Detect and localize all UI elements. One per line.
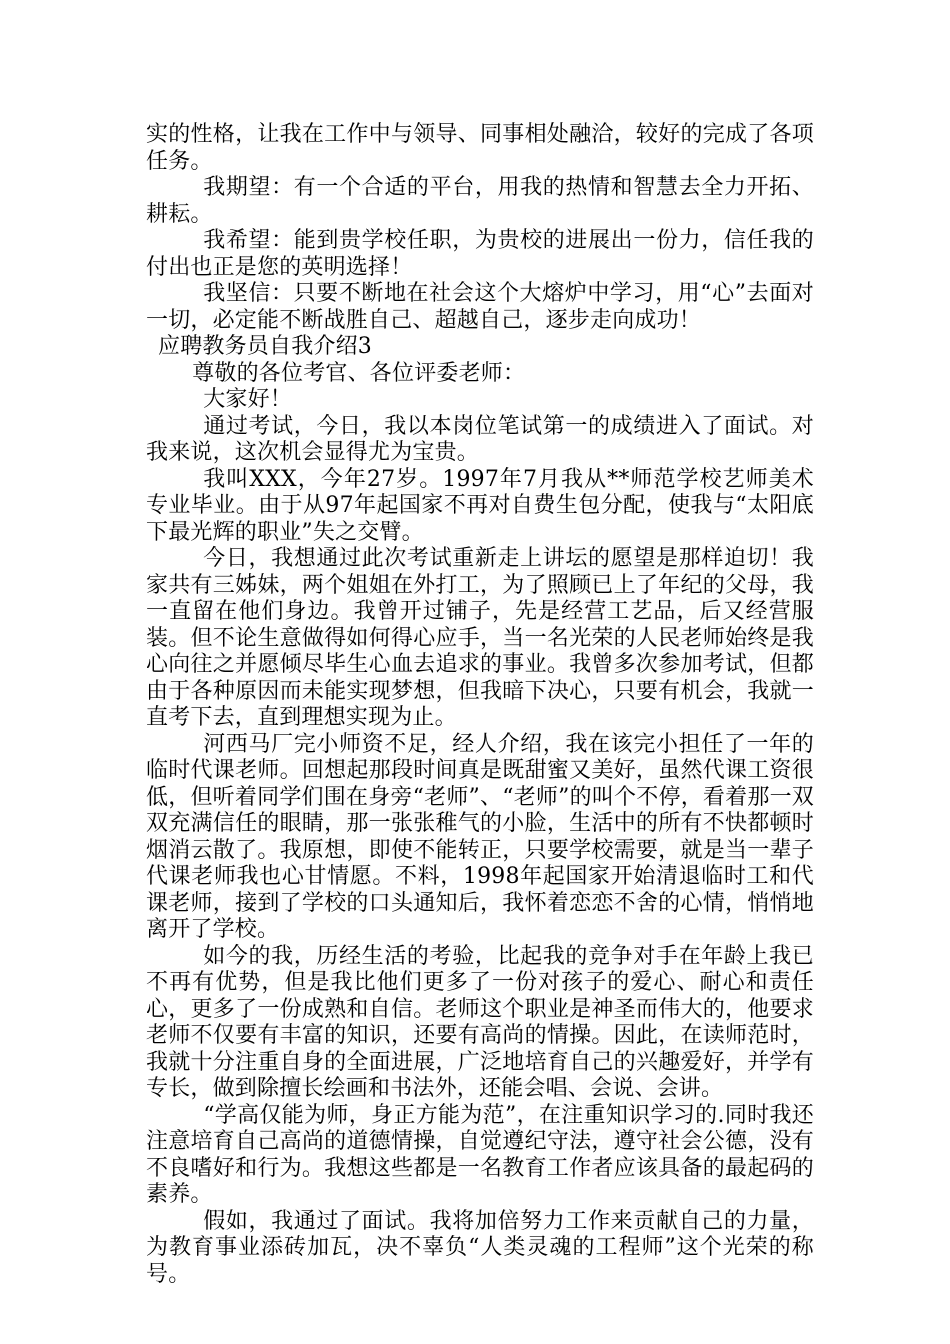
salutation: 尊敬的各位考官、各位评委老师： [192,360,526,386]
paragraph-morals: “学高仅能为师，身正方能为范”，在注重知识学习的.同时我还注意培育自己高尚的道德情操，自觉遵纪守法，遵守社会公德，没有不良嗜好和行为。我想这些都是一名教育工作者应该具备的最起码的素养。 [146,1102,814,1207]
paragraph-continued: 实的性格，让我在工作中与领导、同事相处融洽，较好的完成了各项任务。 [146,122,814,174]
paragraph-now: 如今的我，历经生活的考验，比起我的竞争对手在年龄上我已不再有优势，但是我比他们更多了一份对孩子的爱心、耐心和责任心，更多了一份成熟和自信。老师这个职业是神圣而伟大的，他要求老师不仅要有丰富的知识，还要有高尚的情操。因此，在读师范时，我就十分注重自身的全面进展，广泛地培育自己的兴趣爱好，并学有专长，做到除擅长绘画和书法外，还能会唱、会说、会讲。 [146,943,814,1101]
paragraph-conclusion: 假如，我通过了面试。我将加倍努力工作来贡献自己的力量，为教育事业添砖加瓦，决不辜负“人类灵魂的工程师”这个光荣的称号。 [146,1208,814,1287]
greeting: 大家好！ [203,387,292,412]
paragraph-believe: 我坚信：只要不断地在社会这个大熔炉中学习，用“心”去面对一切，必定能不断战胜自己、超越自己，逐步走向成功！ [146,281,814,333]
paragraph-desire: 今日，我想通过此次考试重新走上讲坛的愿望是那样迫切！我家共有三姊妹，两个姐姐在外打工，为了照顾已上了年纪的父母，我一直留在他们身边。我曾开过铺子，先是经营工艺品，后又经营服装。但不论生意做得如何得心应手，当一名光荣的人民老师始终是我心向往之并愿倾尽毕生心血去追求的事业。我曾多次参加考试，但都由于各种原因而未能实现梦想，但我暗下决心，只要有机会，我就一直考下去，直到理想实现为止。 [146,546,814,730]
paragraph-intro: 我叫XXX，今年27岁。1997年7月我从**师范学校艺师美术专业毕业。由于从97年起国家不再对自费生包分配，使我与“太阳底下最光辉的职业”失之交臂。 [146,466,814,545]
paragraph-hope: 我希望：能到贵学校任职，为贵校的进展出一份力，信任我的付出也正是您的英明选择！ [146,228,814,280]
section-title: 应聘教务员自我介绍3 [158,334,372,359]
paragraph-exam: 通过考试，今日，我以本岗位笔试第一的成绩进入了面试。对我来说，这次机会显得尤为宝贵。 [146,413,814,465]
paragraph-expect: 我期望：有一个合适的平台，用我的热情和智慧去全力开拓、耕耘。 [146,175,814,227]
paragraph-substitute-teacher: 河西马厂完小师资不足，经人介绍，我在该完小担任了一年的临时代课老师。回想起那段时间真是既甜蜜又美好，虽然代课工资很低，但听着同学们围在身旁“老师”、“老师”的叫个不停，看着那一双双充满信任的眼睛，那一张张稚气的小脸，生活中的所有不快都顿时烟消云散了。我原想，即使不能转正，只要学校需要，就是当一辈子代课老师我也心甘情愿。不料，1998年起国家开始清退临时工和代课老师，接到了学校的口头通知后，我怀着恋恋不舍的心情，悄悄地离开了学校。 [146,731,814,942]
document-body [146,122,814,1288]
